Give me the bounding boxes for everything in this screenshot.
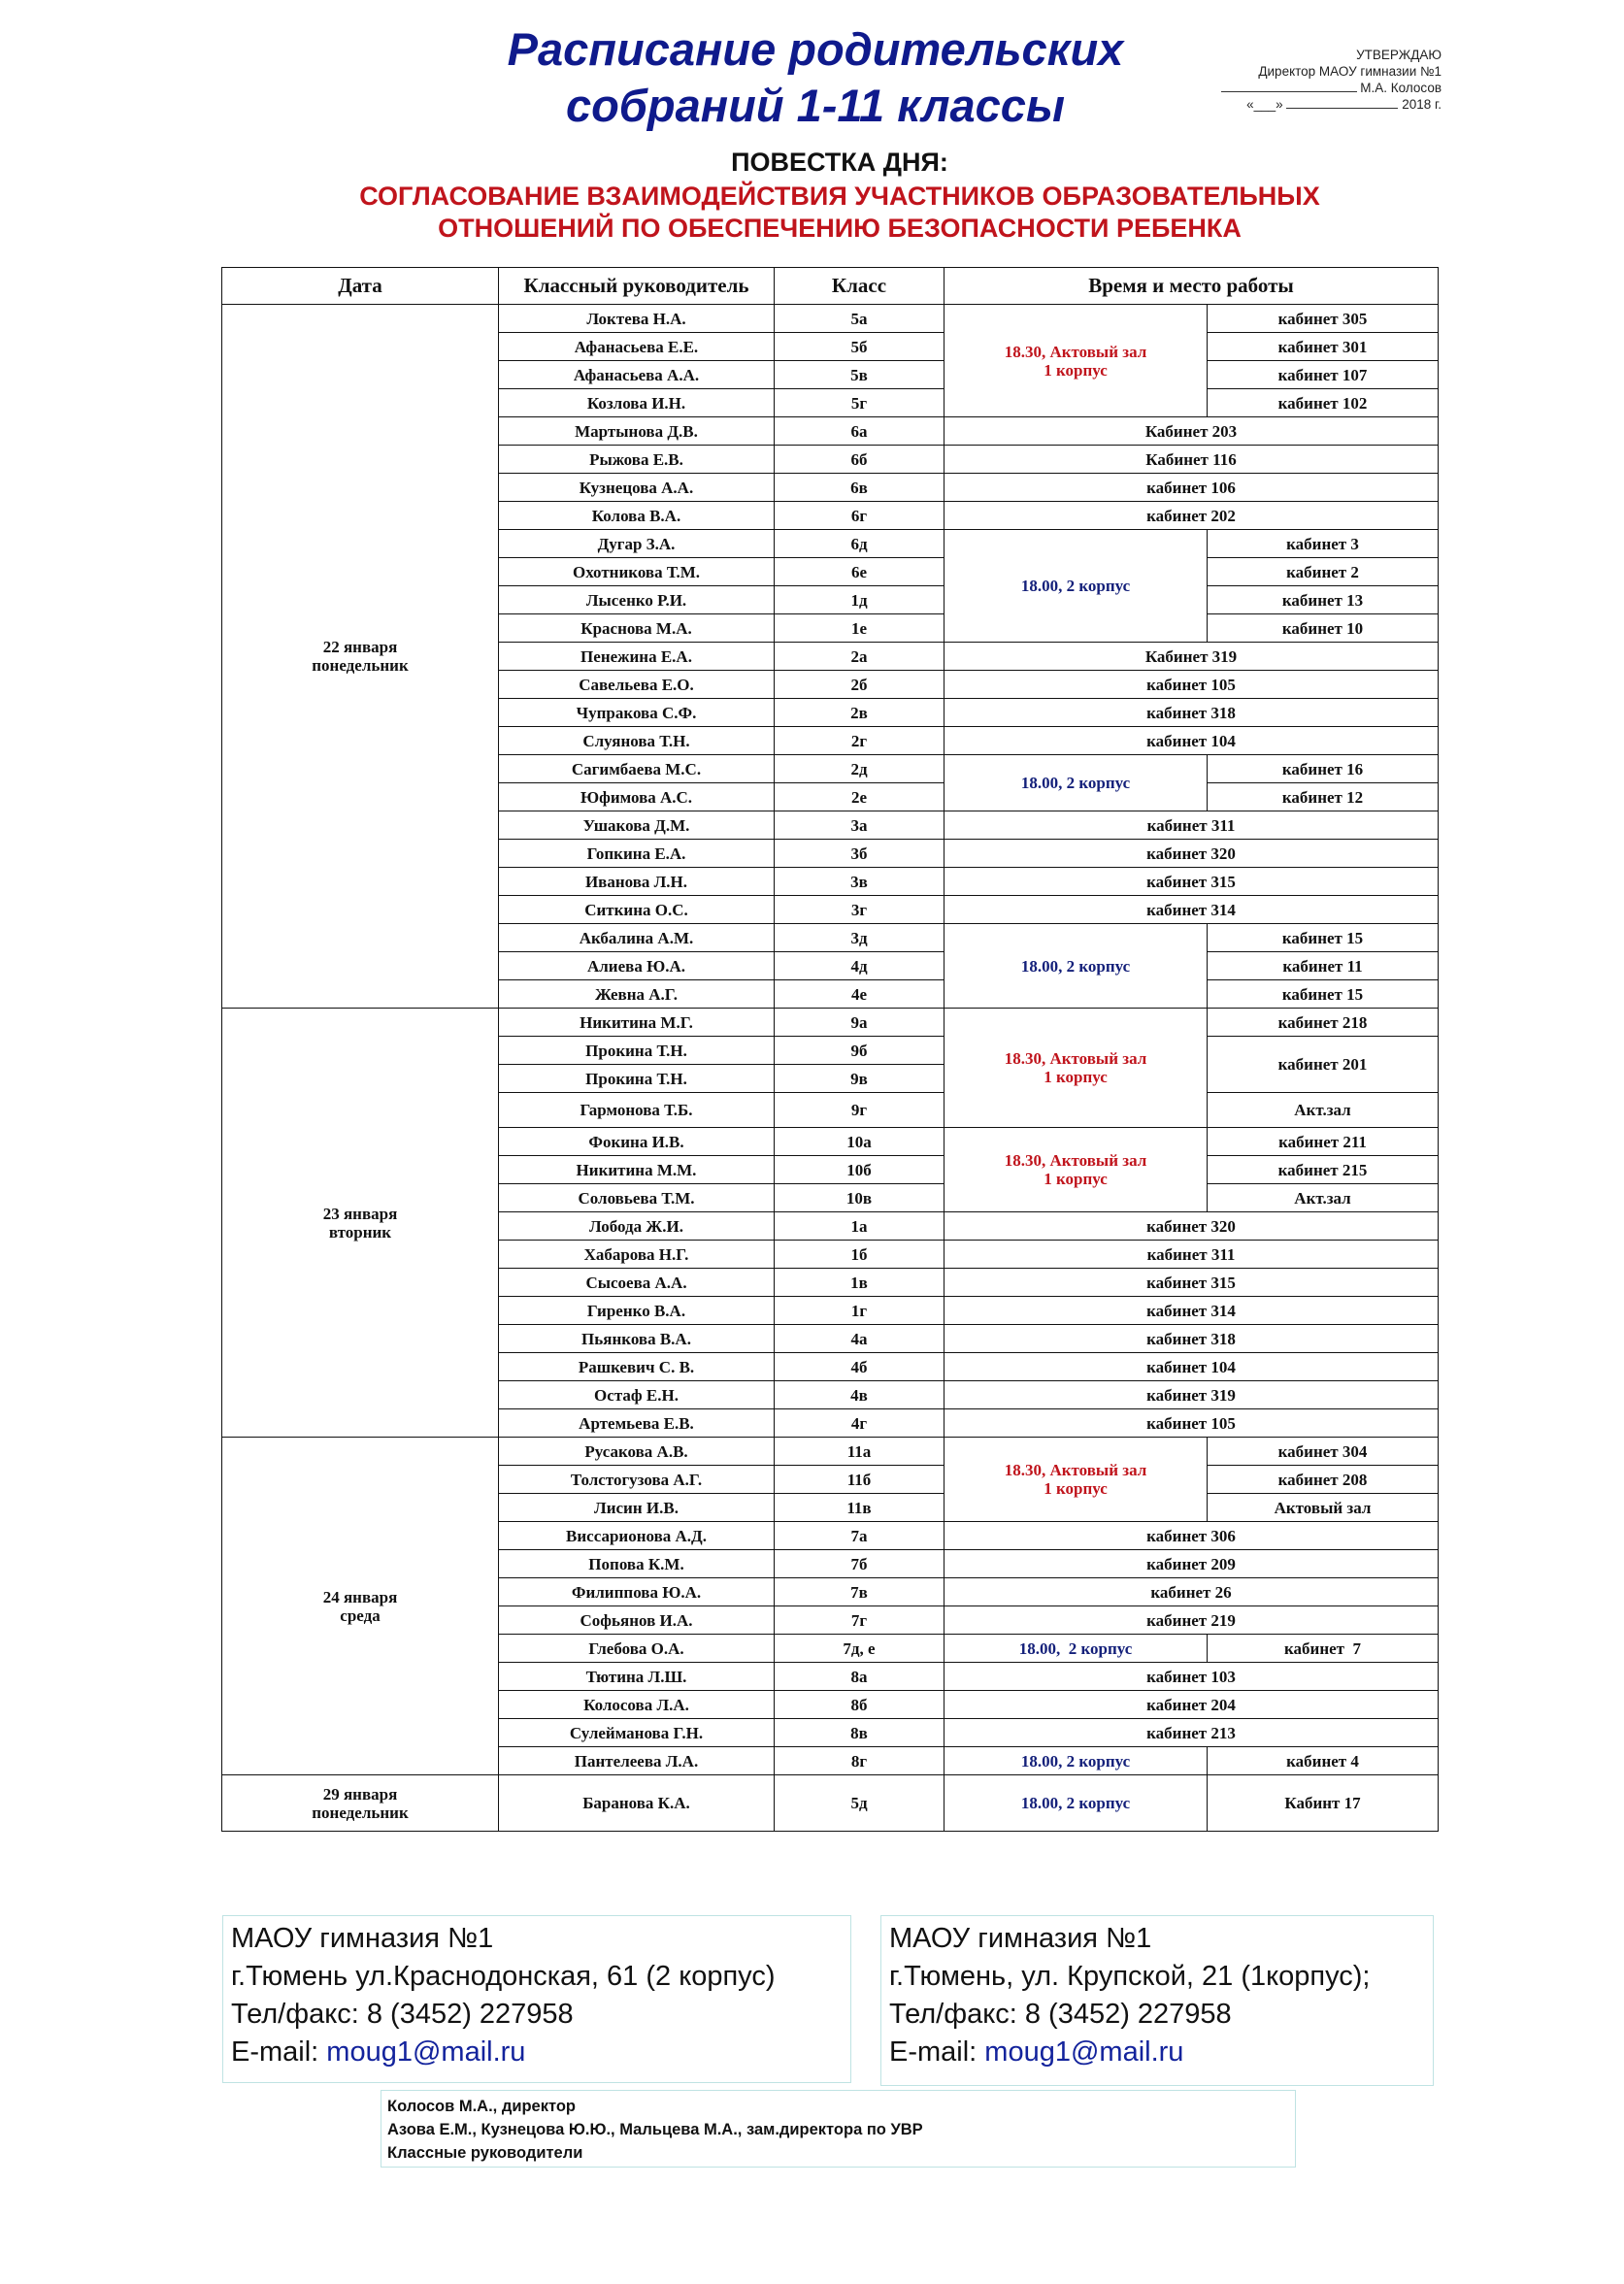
room-cell: кабинет 10 [1208,614,1439,643]
class-cell: 8г [775,1747,945,1775]
signature-line [1221,91,1357,92]
time-slot-cell: 18.00, 2 корпус [945,924,1208,1009]
room-cell: Акт.зал [1208,1184,1439,1212]
class-cell: 1е [775,614,945,643]
class-cell: 11в [775,1494,945,1522]
class-cell: 1а [775,1212,945,1241]
class-cell: 2а [775,643,945,671]
class-cell: 1б [775,1241,945,1269]
teacher-cell: Иванова Л.Н. [499,868,775,896]
teacher-cell: Толстогузова А.Г. [499,1466,775,1494]
room-cell: кабинет 320 [945,1212,1439,1241]
date-year: 2018 г. [1402,97,1442,112]
class-cell: 5а [775,305,945,333]
room-cell: кабинет 2 [1208,558,1439,586]
class-cell: 2б [775,671,945,699]
class-cell: 4а [775,1325,945,1353]
teacher-cell: Чупракова С.Ф. [499,699,775,727]
approval-line-3 [1145,80,1442,96]
room-cell: кабинет 311 [945,811,1439,840]
email-label: E-mail: [231,2036,327,2068]
contact-email-row [231,2034,843,2071]
teacher-cell: Виссарионова А.Д. [499,1522,775,1550]
room-cell: кабинет 105 [945,671,1439,699]
class-cell: 9а [775,1009,945,1037]
class-cell: 8в [775,1719,945,1747]
weekday-label: среда [340,1605,381,1625]
contact-email-row [889,2034,1425,2071]
room-cell: кабинет 104 [945,727,1439,755]
teacher-cell: Колова В.А. [499,502,775,530]
room-cell: кабинет 315 [945,1269,1439,1297]
class-cell: 2в [775,699,945,727]
class-cell: 5в [775,361,945,389]
agenda-line-1: СОГЛАСОВАНИЕ ВЗАИМОДЕЙСТВИЯ УЧАСТНИКОВ ОБРАЗОВАТЕЛЬНЫХ [359,182,1320,211]
room-cell: кабинет 4 [1208,1747,1439,1775]
teacher-cell: Артемьева Е.В. [499,1409,775,1438]
teacher-cell: Краснова М.А. [499,614,775,643]
teacher-cell: Прокина Т.Н. [499,1065,775,1093]
class-cell: 9в [775,1065,945,1093]
class-cell: 4в [775,1381,945,1409]
room-cell: Кабинт 17 [1208,1775,1439,1832]
teacher-cell: Рыжова Е.В. [499,446,775,474]
room-cell: Кабинет 319 [945,643,1439,671]
room-cell: кабинет 12 [1208,783,1439,811]
room-cell: кабинет 319 [945,1381,1439,1409]
class-cell: 7а [775,1522,945,1550]
room-cell: кабинет 305 [1208,305,1439,333]
teacher-cell: Гармонова Т.Б. [499,1093,775,1128]
contact-name: МАОУ гимназия №1 [889,1923,1152,1954]
class-cell: 10а [775,1128,945,1156]
agenda-line-2: ОТНОШЕНИЙ ПО ОБЕСПЕЧЕНИЮ БЕЗОПАСНОСТИ РЕБЕНКА [438,214,1242,243]
room-cell: кабинет 202 [945,502,1439,530]
time-slot-cell: 18.00, 2 корпус [945,1747,1208,1775]
room-cell: кабинет 213 [945,1719,1439,1747]
room-cell: кабинет 306 [945,1522,1439,1550]
teacher-cell: Лысенко Р.И. [499,586,775,614]
weekday-label: понедельник [312,1803,409,1822]
slot-building: 1 корпус [1044,1479,1108,1498]
teacher-cell: Никитина М.М. [499,1156,775,1184]
responsible-staff-box [381,2090,1296,2168]
table-row [222,1438,1439,1466]
contact-address: г.Тюмень, ул. Крупской, 21 (1корпус); [889,1961,1371,1992]
table-row [222,305,1439,333]
room-cell: кабинет 11 [1208,952,1439,980]
class-cell: 4е [775,980,945,1009]
teacher-cell: Попова К.М. [499,1550,775,1578]
room-cell: кабинет 320 [945,840,1439,868]
class-cell: 5г [775,389,945,417]
class-cell: 3д [775,924,945,952]
class-cell: 3г [775,896,945,924]
column-header-date: Дата [222,268,499,305]
teacher-cell: Афанасьева Е.Е. [499,333,775,361]
slot-building: 1 корпус [1044,1170,1108,1188]
room-cell: кабинет 105 [945,1409,1439,1438]
room-cell: кабинет 201 [1208,1037,1439,1093]
date-label: 24 января [322,1587,398,1606]
class-cell: 7б [775,1550,945,1578]
teacher-cell: Соловьева Т.М. [499,1184,775,1212]
teacher-cell: Мартынова Д.В. [499,417,775,446]
teacher-cell: Лисин И.В. [499,1494,775,1522]
slot-building: 1 корпус [1044,1068,1108,1086]
class-cell: 2д [775,755,945,783]
class-cell: 6б [775,446,945,474]
room-cell: кабинет 104 [945,1353,1439,1381]
table-header-row [222,268,1439,305]
class-cell: 1в [775,1269,945,1297]
slot-time: 18.30, Актовый зал [1004,1461,1147,1479]
teacher-cell: Охотникова Т.М. [499,558,775,586]
class-cell: 7г [775,1606,945,1635]
time-slot-cell: 18.00, 2 корпус [945,1635,1208,1663]
room-cell: кабинет 301 [1208,333,1439,361]
date-cell [222,1438,499,1775]
teacher-cell: Ситкина О.С. [499,896,775,924]
table-row [222,1775,1439,1832]
class-cell: 6а [775,417,945,446]
class-cell: 3б [775,840,945,868]
time-slot-cell [945,1009,1208,1128]
staff-line-2: Азова Е.М., Кузнецова Ю.Ю., Мальцева М.А., зам.директора по УВР [387,2121,923,2138]
class-cell: 1г [775,1297,945,1325]
room-cell: кабинет 218 [1208,1009,1439,1037]
class-cell: 4д [775,952,945,980]
time-slot-cell [945,305,1208,417]
room-cell: кабинет 16 [1208,755,1439,783]
slot-time: 18.30, Актовый зал [1004,1049,1147,1068]
time-slot-cell: 18.00, 2 корпус [945,1775,1208,1832]
class-cell: 4г [775,1409,945,1438]
teacher-cell: Ушакова Д.М. [499,811,775,840]
class-cell: 5д [775,1775,945,1832]
room-cell: кабинет 208 [1208,1466,1439,1494]
schedule-table [221,267,1439,1832]
room-cell: кабинет 7 [1208,1635,1439,1663]
column-header-teacher: Классный руководитель [499,268,775,305]
teacher-cell: Тютина Л.Ш. [499,1663,775,1691]
slot-time: 18.30, Актовый зал [1004,342,1147,361]
class-cell: 2е [775,783,945,811]
room-cell: кабинет 103 [945,1663,1439,1691]
time-slot-cell: 18.00, 2 корпус [945,755,1208,811]
date-label: 29 января [322,1784,398,1804]
room-cell: кабинет 26 [945,1578,1439,1606]
room-cell: кабинет 304 [1208,1438,1439,1466]
teacher-cell: Филиппова Ю.А. [499,1578,775,1606]
staff-line-1: Колосов М.А., директор [387,2098,576,2115]
teacher-cell: Сысоева А.А. [499,1269,775,1297]
teacher-cell: Гопкина Е.А. [499,840,775,868]
slot-time: 18.30, Актовый зал [1004,1151,1147,1170]
teacher-cell: Алиева Ю.А. [499,952,775,980]
staff-line-3: Классные руководители [387,2144,583,2162]
date-day-blank: «___» [1246,97,1283,112]
room-cell: кабинет 209 [945,1550,1439,1578]
contact-card-building-2 [222,1915,851,2083]
agenda-label: ПОВЕСТКА ДНЯ: [731,148,948,177]
date-cell [222,305,499,1009]
class-cell: 6в [775,474,945,502]
room-cell: кабинет 3 [1208,530,1439,558]
contact-card-building-1 [880,1915,1434,2086]
class-cell: 10б [775,1156,945,1184]
class-cell: 5б [775,333,945,361]
page-title [427,21,1204,134]
room-cell: кабинет 314 [945,896,1439,924]
director-name: М.А. Колосов [1360,81,1442,95]
class-cell: 3а [775,811,945,840]
weekday-label: вторник [328,1222,392,1241]
class-cell: 11а [775,1438,945,1466]
room-cell: кабинет 106 [945,474,1439,502]
room-cell: кабинет 315 [945,868,1439,896]
email-link[interactable]: moug1@mail.ru [984,2036,1184,2068]
teacher-cell: Дугар З.А. [499,530,775,558]
teacher-cell: Афанасьева А.А. [499,361,775,389]
class-cell: 3в [775,868,945,896]
teacher-cell: Русакова А.В. [499,1438,775,1466]
table-row [222,1009,1439,1037]
time-slot-cell [945,1438,1208,1522]
teacher-cell: Сагимбаева М.С. [499,755,775,783]
teacher-cell: Колосова Л.А. [499,1691,775,1719]
class-cell: 1д [775,586,945,614]
teacher-cell: Сулейманова Г.Н. [499,1719,775,1747]
weekday-label: понедельник [312,656,409,675]
class-cell: 10в [775,1184,945,1212]
teacher-cell: Слуянова Т.Н. [499,727,775,755]
teacher-cell: Остаф Е.Н. [499,1381,775,1409]
room-cell: кабинет 15 [1208,980,1439,1009]
time-slot-cell [945,1128,1208,1212]
teacher-cell: Пенежина Е.А. [499,643,775,671]
room-cell: Кабинет 203 [945,417,1439,446]
room-cell: кабинет 311 [945,1241,1439,1269]
class-cell: 7в [775,1578,945,1606]
email-link[interactable]: moug1@mail.ru [326,2036,526,2068]
date-label: 23 января [322,1204,398,1223]
teacher-cell: Пантелеева Л.А. [499,1747,775,1775]
approval-line-1: УТВЕРЖДАЮ [1356,48,1442,62]
email-label: E-mail: [889,2036,985,2068]
room-cell: кабинет 15 [1208,924,1439,952]
class-cell: 6г [775,502,945,530]
teacher-cell: Фокина И.В. [499,1128,775,1156]
class-cell: 9г [775,1093,945,1128]
class-cell: 4б [775,1353,945,1381]
room-cell: кабинет 211 [1208,1128,1439,1156]
title-line-1: Расписание родительских [507,23,1124,75]
date-cell [222,1775,499,1832]
class-cell: 11б [775,1466,945,1494]
teacher-cell: Баранова К.А. [499,1775,775,1832]
room-cell: кабинет 204 [945,1691,1439,1719]
teacher-cell: Козлова И.Н. [499,389,775,417]
room-cell: кабинет 318 [945,699,1439,727]
date-label: 22 января [322,638,398,656]
date-cell [222,1009,499,1438]
class-cell: 9б [775,1037,945,1065]
class-cell: 2г [775,727,945,755]
class-cell: 6д [775,530,945,558]
room-cell: Актовый зал [1208,1494,1439,1522]
room-cell: кабинет 318 [945,1325,1439,1353]
contact-phone: Тел/факс: 8 (3452) 227958 [231,1999,574,2030]
teacher-cell: Рашкевич С. В. [499,1353,775,1381]
room-cell: кабинет 219 [945,1606,1439,1635]
class-cell: 8б [775,1691,945,1719]
class-cell: 6е [775,558,945,586]
teacher-cell: Акбалина А.М. [499,924,775,952]
time-slot-cell: 18.00, 2 корпус [945,530,1208,643]
teacher-cell: Никитина М.Г. [499,1009,775,1037]
room-cell: кабинет 13 [1208,586,1439,614]
contact-address: г.Тюмень ул.Краснодонская, 61 (2 корпус) [231,1961,776,1992]
teacher-cell: Савельева Е.О. [499,671,775,699]
column-header-time-place: Время и место работы [945,268,1439,305]
class-cell: 7д, е [775,1635,945,1663]
teacher-cell: Пьянкова В.А. [499,1325,775,1353]
teacher-cell: Лобода Ж.И. [499,1212,775,1241]
agenda-text [243,181,1437,245]
room-cell: кабинет 102 [1208,389,1439,417]
teacher-cell: Локтева Н.А. [499,305,775,333]
room-cell: Акт.зал [1208,1093,1439,1128]
teacher-cell: Софьянов И.А. [499,1606,775,1635]
slot-building: 1 корпус [1044,360,1108,380]
contact-phone: Тел/факс: 8 (3452) 227958 [889,1999,1232,2030]
approval-block [1145,47,1442,113]
room-cell: кабинет 215 [1208,1156,1439,1184]
approval-line-4 [1145,96,1442,113]
teacher-cell: Хабарова Н.Г. [499,1241,775,1269]
approval-line-2: Директор МАОУ гимназии №1 [1258,64,1442,79]
title-line-2: собраний 1-11 классы [565,80,1066,131]
room-cell: Кабинет 116 [945,446,1439,474]
teacher-cell: Гиренко В.А. [499,1297,775,1325]
room-cell: кабинет 314 [945,1297,1439,1325]
teacher-cell: Жевна А.Г. [499,980,775,1009]
teacher-cell: Кузнецова А.А. [499,474,775,502]
date-month-line [1286,108,1398,109]
teacher-cell: Глебова О.А. [499,1635,775,1663]
teacher-cell: Прокина Т.Н. [499,1037,775,1065]
teacher-cell: Юфимова А.С. [499,783,775,811]
contact-name: МАОУ гимназия №1 [231,1923,494,1954]
column-header-class: Класс [775,268,945,305]
room-cell: кабинет 107 [1208,361,1439,389]
class-cell: 8а [775,1663,945,1691]
